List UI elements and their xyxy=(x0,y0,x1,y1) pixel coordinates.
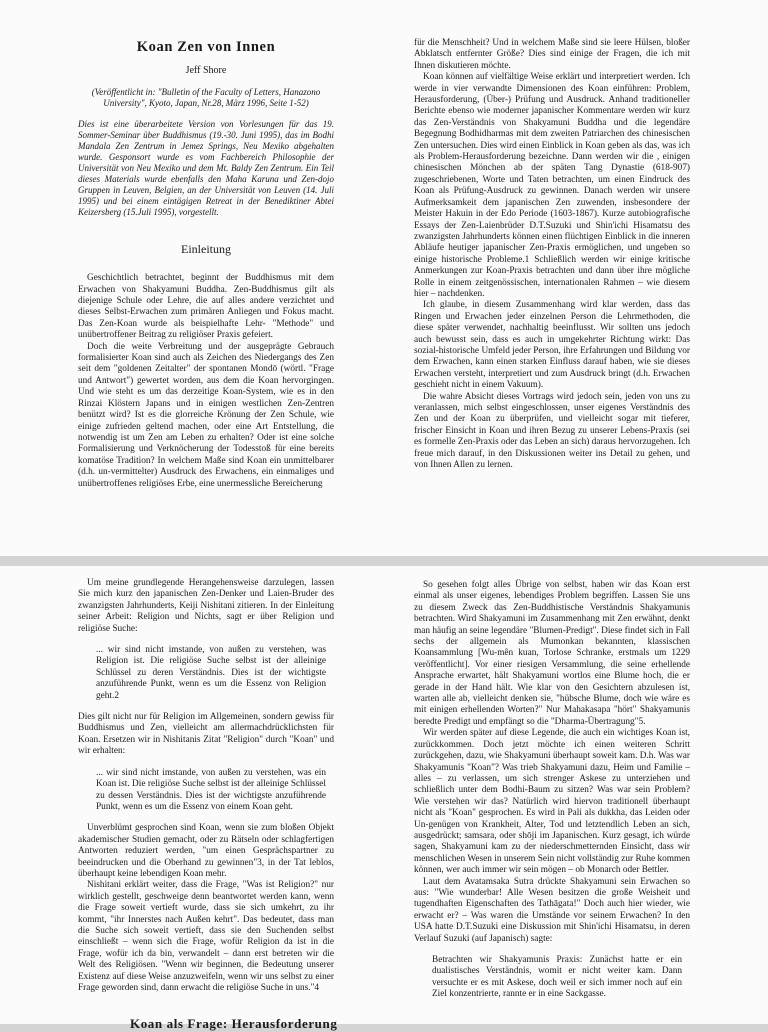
publication-note: (Veröffentlicht in: "Bulletin of the Faculty of Letters, Hanazono University", Kyoto, Japan, Nr.28, März 1996, Seite 1-52) xyxy=(91,86,321,108)
block-quote: Betrachten wir Shakyamunis Praxis: Zunächst hatte er ein dualistisches Verständnis, womit er nicht weiter kam. Dann versuchte er es mit Askese, doch weil er sich immer noch auf ein Ziel konzentrierte, rannte er in eine Sackgasse. xyxy=(432,955,682,1000)
section-heading-einleitung: Einleitung xyxy=(181,241,231,256)
paragraph: Geschichtlich betrachtet, beginnt der Buddhismus mit dem Erwachen von Shakyamuni Buddha. Zen-Buddhismus gilt als diejenige Schule oder Lehre, die auf alles andere verzichtet und dieses Selbst-Erwachen zum primären Anliegen und Fokus macht. Das Zen-Koan wurde als beispielhafte Lehr- "Methode" und unübertroffener Beitrag zu religiöser Praxis gefeiert. xyxy=(78,273,334,341)
paragraph: Ich glaube, in diesem Zusammenhang wird klar werden, dass das Ringen und Erwachen jeder einzelnen Person die Lehrmethoden, die diese später verwendet, nachhaltig beeinflusst. Wir sollten uns jedoch auch bewusst sein, dass es auch in umgekehrter Richtung wirkt: Das sozial-historische Umfeld jeder Person, ihre Erfahrungen und Bildung vor dem Erwachen, kann einen starken Einfluss darauf haben, wie sie dieses Erwachen versteht, interpretiert und zum Ausdruck bringt (d.h. Erwachen geschieht nicht in einem Vakuum). xyxy=(414,300,690,391)
paragraph: für die Menschheit? Und in welchem Maße sind sie leere Hülsen, bloßer Abklatsch entfernter Größe? Dies sind einige der Fragen, die ich mit Ihnen diskutieren möchte. xyxy=(414,38,690,71)
page-1-right-column xyxy=(414,38,690,471)
page-2-right-column xyxy=(414,580,690,1011)
paragraph: Laut dem Avatamsaka Sutra drückte Shakyamuni sein Erwachen so aus: "Wie wunderbar! Alle Wesen besitzen die große Weisheit und tugendhaften Eigenschaften des Tathāgata!" Doch auch hier wieder, wie erwacht er? – Was waren die Umstände vor seinem Erwachen? In den USA hatte D.T.Suzuki eine Diskussion mit Shin'ichi Hisamatsu, in deren Verlauf Suzuki (auf Japanisch) sagte: xyxy=(414,876,690,944)
revision-note: Dies ist eine überarbeitete Version von Vorlesungen für das 19. Sommer-Seminar über Buddhismus (19.-30. Juni 1995), das im Bodhi Mandala Zen Zentrum in Jemez Springs, Neu Mexiko abgehalten wurde. Gesponsort wurde es vom Fachbereich Philosophie der Universität von Neu Mexiko und dem Mt. Baldy Zen Zentrum. Ein Teil dieses Materials wurde ebenfalls den Maha Karuna und Zen-dojo Gruppen in Leuven, Belgien, an der Universität von Leuven (14. Juli 1995) und bei einem eintägigen Retreat in der Benediktiner Abtei Keizersberg (15.Juli 1995), vorgestellt. xyxy=(78,118,334,217)
section-heading-koan-als-frage: Koan als Frage: Herausforderung xyxy=(130,1016,338,1031)
document-title: Koan Zen von Innen xyxy=(136,39,276,55)
paragraph: Unverblümt gesprochen sind Koan, wenn sie zum bloßen Objekt akademischer Studien gemacht, oder zu Rätseln oder schlagfertigen Antworten reduziert werden, "um einen Gesprächspartner zu beeindrucken und die Oberhand zu gewinnen"3, in der Tat leblos, überhaupt keine lebendigen Koan mehr. xyxy=(78,823,334,879)
paragraph: Wir werden später auf diese Legende, die auch ein wichtiges Koan ist, zurückkommen. Doch jetzt möchte ich einen weiteren Schritt zurückgehen, dazu, wie Shakyamuni überhaupt soweit kam. D.h. Was war Shakyamunis "Koan"? Was trieb Shakyamuni dazu, Heim und Familie – alles – zu verlassen, um sich strenger Askese zu unterziehen und schließlich unter dem Bodhi-Baum zu sitzen? Was war sein Problem? Wie verstehen wir das? Natürlich wird hiervon traditionell überhaupt nicht als "Koan" gesprochen. Es wird in Pali als dukkha, das Leiden oder Un-genügen von Krankheit, Alter, Tod und letztendlich Leben an sich, ausgedrückt; samsara, oder shōji im Japanischen. Kurz gesagt, ich würde sagen, Shakyamuni kam zu der niederschmetternden Einsicht, dass wir menschlichen Wesen in unserem Sein nicht vollständig zur Ruhe kommen können, wer auch immer wir sein mögen – ob Monarch oder Bettler. xyxy=(414,728,690,876)
document-author: Jeff Shore xyxy=(185,65,227,77)
paragraph: Dies gilt nicht nur für Religion im Allgemeinen, sondern gewiss für Buddhismus und Zen, vielleicht am allermachdrücklichsten für Koan. Ersetzen wir in Nishitanis Zitat "Religion" durch "Koan" und wir erhalten: xyxy=(78,712,334,757)
paragraph: Doch die weite Verbreitung und der ausgeprägte Gebrauch formalisierter Koan sind auch als Zeichen des Niedergangs des Zen seit dem "goldenen Zeitalter" der spontanen Mondō (wörtl. "Frage und Antwort") gewertet worden, aus dem die Koan hervorgingen. Und wie steht es um das derzeitige Koan-System, wie es in den Rinzai Klöstern Japans und in einigen westlichen Zen-Zentren benützt wird? Ist es die glorreiche Krönung der Zen Schule, wie einige zufrieden geltend machen, oder eine Art Entstellung, die notwendig ist um Zen am Leben zu erhalten? Oder ist eine solche Formalisierung und Verknöcherung der Todesstoß für eine bereits komatöse Tradition? In welchem Maße sind Koan ein unmittelbarer (d.h. un-vermittelter) Ausdruck des Erwachens, ein einmaliges und unübertroffenes religiöses Erbe, eine unermessliche Bereicherung xyxy=(78,341,334,489)
paragraph: Die wahre Absicht dieses Vortrags wird jedoch sein, jeden von uns zu veranlassen, mich selbst eingeschlossen, unser eigenes Verständnis des Zen und der Koan zu überprüfen, und vielleicht sogar mit tieferer, frischer Einsicht in Koan und ihren Bezug zu unserer Lebens-Praxis (sei es formelle Zen-Praxis oder das Leben an sich) daraus hervorzugehen. Ich freue mich darauf, in den Diskussionen weiter ins Detail zu gehen, und von Ihnen Allen zu lernen. xyxy=(414,391,690,471)
block-quote: ... wir sind nicht imstande, von außen zu verstehen, was Religion ist. Die religiöse Suche selbst ist der alleinige Schlüssel zu deren Verständnis. Dies ist der wichtigste anzuführende Punkt, wenn es um die Essenz von Religion geht.2 xyxy=(96,645,326,701)
paragraph: Um meine grundlegende Herangehensweise darzulegen, lassen Sie mich kurz den japanischen Zen-Denker und Laien-Bruder des zwanzigsten Jahrhunderts, Keiji Nishitani zitieren. In der Einleitung seiner Arbeit: Religion und Nichts, sagt er über Religion und religiöse Suche: xyxy=(78,578,334,634)
paragraph: Koan können auf vielfältige Weise erklärt und interpretiert werden. Ich werde in vier verwandte Dimensionen des Koan einführen: Problem, Herausforderung, (Über-) Prüfung und Ausdruck. Anhand traditioneller Berichte ebenso wie moderner japanischer Kommentare werden wir kurz das Zen-Verständnis von Shakyamuni Buddha und die legendäre Begegnung Bodhidharmas mit dem zweiten Patriarchen des chinesischen Zen untersuchen. Dies wird einen Einblick in Koan geben als das, was ich als Problem-Herausforderung bezeichne. Dann werden wir die , einigen chinesischen Mönchen ab der späten Tang Dynastie (618-907) zugeschriebenen, Worte und Taten betrachten, um einen Eindruck des Koan als Prüfung-Ausdruck zu gewinnen. Danach werden wir unsere Aufmerksamkeit dem japanischen Zen zuwenden, insbesondere der Meister Hakuin in der Edo Periode (1603-1867). Kurze autobiografische Essays der Zen-Laienbrüder D.T.Suzuki und Shin'ichi Hisamatsu des zwanzigsten Jahrhunderts können einen flüchtigen Einblick in die inneren Abläufe heutiger japanischer Zen-Praxis ermöglichen, und ungeben so einige historische Probleme.1 Schließlich werden wir einige kritische Anmerkungen zur Koan-Praxis betrachten und dann über ihre mögliche Rolle in einem zeitgenössischen, internationalen Rahmen – wie diesem hier – nachdenken. xyxy=(414,72,690,299)
paragraph: So gesehen folgt alles Übrige von selbst, haben wir das Koan erst einmal als unser eigenes, lebendiges Problem begriffen. Lassen Sie uns zu diesem Zweck das Zen-Buddhistische Verständnis Shakyamunis betrachten. Wird Shakyamuni im Zusammenhang mit Zen erwähnt, denkt man häufig an seine legendäre "Blumen-Predigt". Diese findet sich in Fall sechs der allgemein als Mumonkan bekannten, klassischen Koansammlung [Wu-mên kuan, Torlose Schranke, erstmals um 1229 veröffentlicht]. Vor einer riesigen Versammlung, die seine erhellende Ansprache erwartet, hält Shakyamuni wortlos eine Blume hoch, die er gerade in der Hand hält. Wie klar von den Gesichtern abzulesen ist, warten alle ab, vielleicht denken sie, "hübsche Blume, doch wie wäre es mit einigen erhellenden Worten?" Nur Mahakasapa "hört" Shakyamunis beredte Predigt und empfängt so die "Dharma-Übertragung"5. xyxy=(414,580,690,727)
page-1-left-column xyxy=(78,39,334,490)
paragraph: Nishitani erklärt weiter, dass die Frage, "Was ist Religion?" nur wirklich gestellt, geschweige denn beantwortet werden kann, wenn die Frage soweit vertieft wurde, dass sie sich umkehrt, zu ihr kommt, "ihr Innerstes nach Außen kehrt". Das bedeutet, dass man die Suche sich soweit vertieft, dass sie den Suchenden selbst einschließt – wenn sich die Frage, wofür Religion da ist in die Frage, wofür ich da bin, verwandelt – dann erst betreten wir die Welt des Religiösen. "Wenn wir beginnen, die Bedeutung unserer Existenz auf diese Weise anzuzweifeln, wenn wir uns selbst zu einer Frage geworden sind, dann erwacht die religiöse Suche in uns."4 xyxy=(78,880,334,993)
page-2-left-column xyxy=(78,578,334,994)
block-quote: ... wir sind nicht imstande, von außen zu verstehen, was ein Koan ist. Die religiöse Suche selbst ist der alleinige Schlüssel zu dessen Verständnis. Dies ist der wichtigste anzuführende Punkt, wenn es um die Essenz von einem Koan geht. xyxy=(96,767,326,812)
